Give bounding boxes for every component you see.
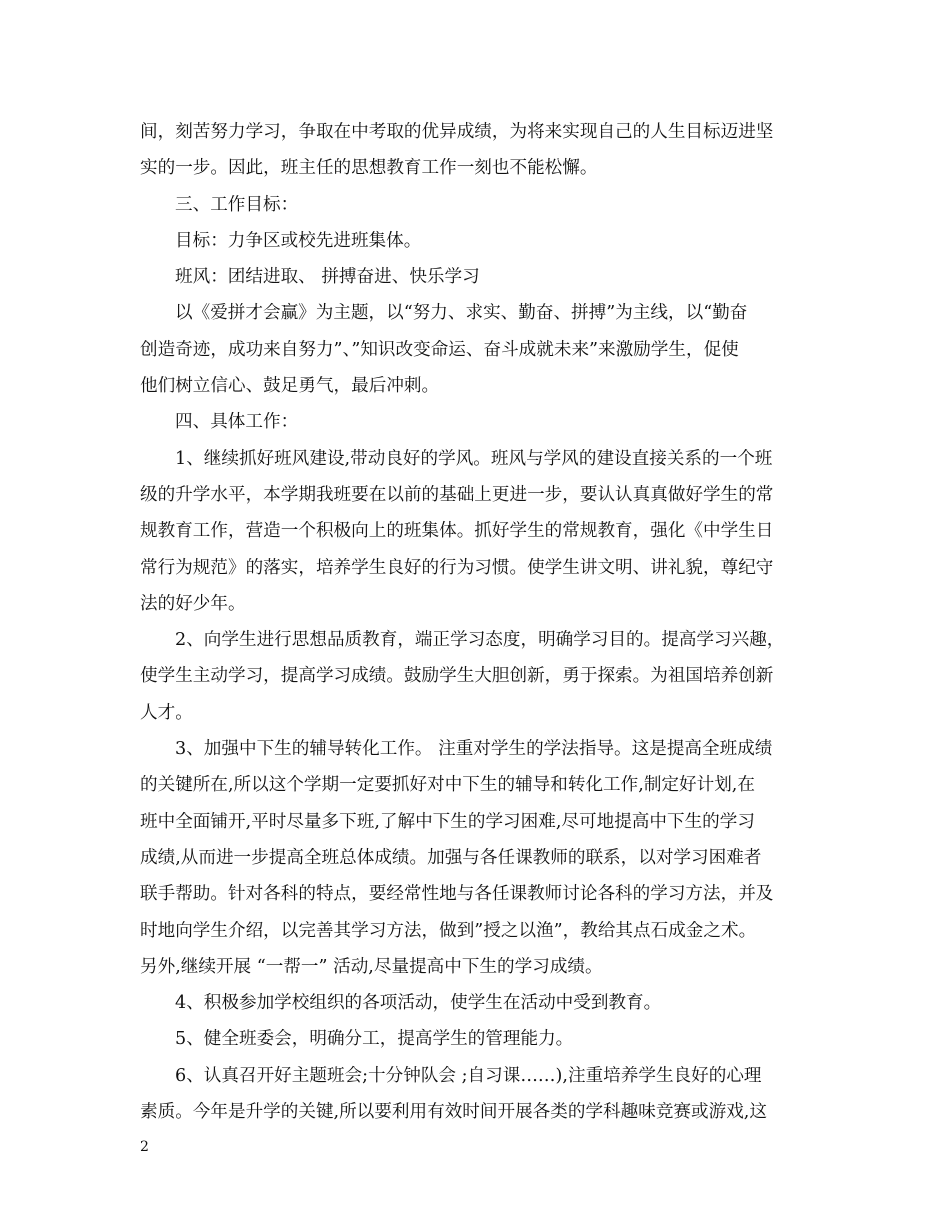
text-line: 4、积极参加学校组织的各项活动，使学生在活动中受到教育。 (175, 993, 662, 1014)
text-line: 1、继续抓好班风建设,带动良好的学风。班风与学风的建设直接关系的一个班 (175, 448, 773, 469)
text-line: 班中全面铺开,平时尽量多下班,了解中下生的学习困难,尽可地提高中下生的学习 (140, 811, 755, 832)
text-line: 成绩,从而进一步提高全班总体成绩。加强与各任课教师的联系，以对学习困难者 (140, 847, 762, 868)
text-line: 联手帮助。针对各科的特点，要经常性地与各任课教师讨论各科的学习方法，并及 (140, 884, 774, 905)
text-line: 目标：力争区或校先进班集体。 (175, 230, 422, 251)
text-line: 三、工作目标： (175, 194, 299, 215)
text-line: 间，刻苦努力学习，争取在中考取的优异成绩，为将来实现自己的人生目标迈进坚 (140, 122, 774, 142)
text-line: 人才。 (140, 702, 193, 723)
text-line: 2、向学生进行思想品质教育，端正学习态度，明确学习目的。提高学习兴趣， (175, 630, 785, 651)
text-line: 四、具体工作： (175, 412, 299, 433)
text-line: 5、健全班委会，明确分工，提高学生的管理能力。 (175, 1029, 574, 1050)
text-line: 使学生主动学习，提高学习成绩。鼓励学生大胆创新，勇于探索。为祖国培养创新 (140, 666, 774, 687)
text-line: 以《爱拼才会赢》为主题，以“努力、求实、勤奋、拼搏”为主线，以“勤奋 (175, 303, 748, 324)
text-line: 创造奇迹，成功来自努力”、”知识改变命运、奋斗成就未来”来激励学生，促使 (140, 339, 739, 360)
page-number: 2 (140, 1139, 149, 1155)
text-line: 级的升学水平，本学期我班要在以前的基础上更进一步，要认认真真做好学生的常 (140, 484, 774, 505)
text-line: 3、加强中下生的辅导转化工作。 注重对学生的学法指导。这是提高全班成绩 (175, 739, 773, 760)
text-line: 时地向学生介绍，以完善其学习方法，做到”授之以渔”，教给其点石成金之术。 (140, 920, 757, 941)
text-line: 实的一步。因此，班主任的思想教育工作一刻也不能松懈。 (140, 158, 598, 179)
text-line: 的关键所在,所以这个学期一定要抓好对中下生的辅导和转化工作,制定好计划,在 (140, 775, 755, 796)
text-line: 法的好少年。 (140, 593, 246, 614)
text-line: 另外,继续开展 “一帮一” 活动,尽量提高中下生的学习成绩。 (140, 956, 603, 977)
text-line: 规教育工作，营造一个积极向上的班集体。抓好学生的常规教育，强化《中学生日 (140, 521, 774, 542)
text-line: 常行为规范》的落实，培养学生良好的行为习惯。使学生讲文明、讲礼貌，尊纪守 (140, 557, 774, 578)
text-line: 素质。今年是升学的关键,所以要利用有效时间开展各类的学科趣味竞赛或游戏,这 (140, 1102, 767, 1123)
text-line: 他们树立信心、鼓足勇气，最后冲刺。 (140, 376, 440, 397)
text-line: 班风：团结进取、 拼搏奋进、快乐学习 (175, 267, 480, 288)
document-body (140, 114, 820, 1130)
text-line: 6、认真召开好主题班会;十分钟队会 ;自习课……),注重培养学生良好的心理 (175, 1065, 762, 1086)
